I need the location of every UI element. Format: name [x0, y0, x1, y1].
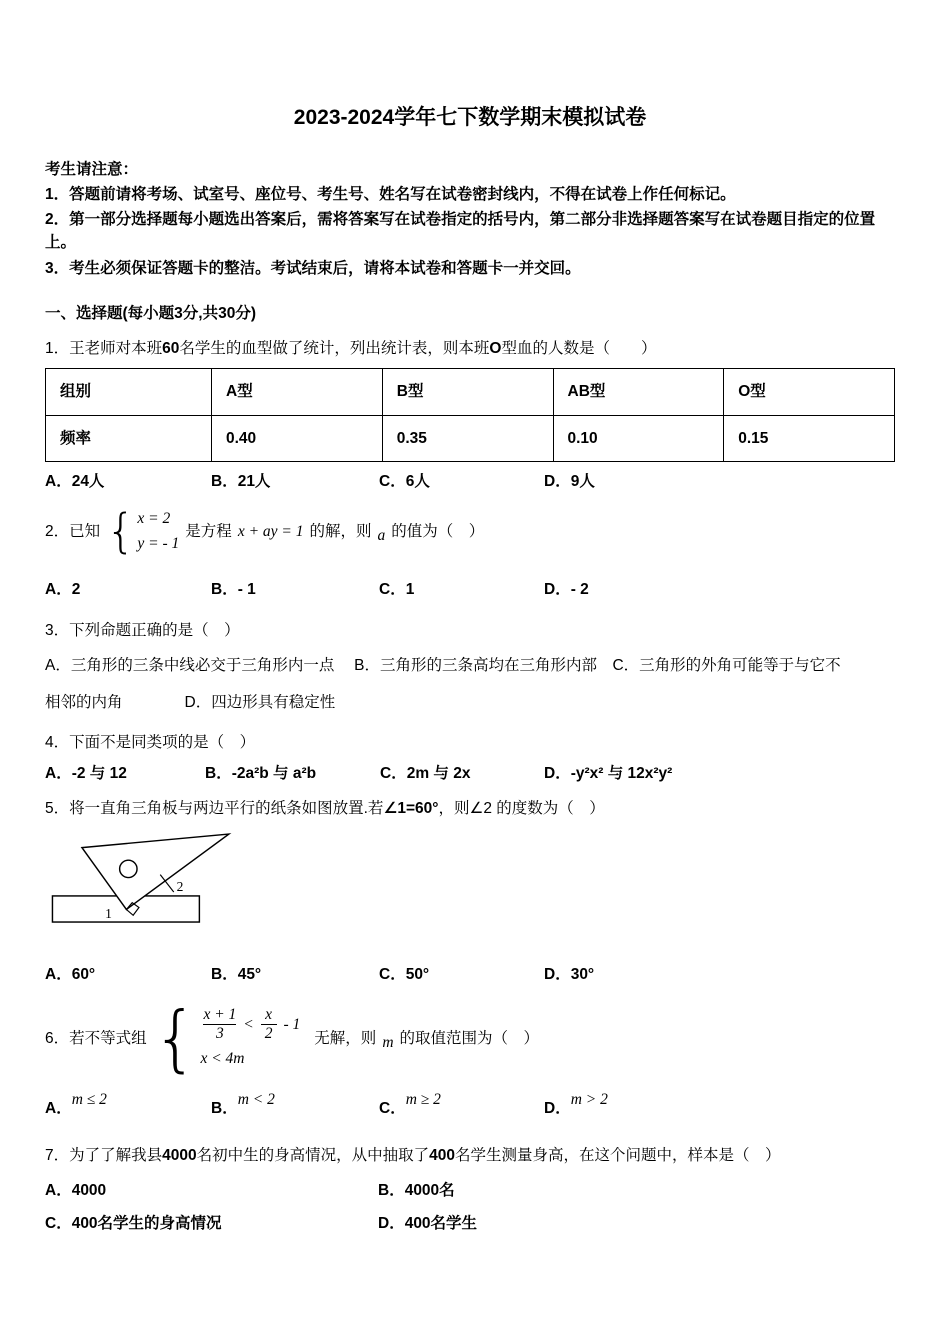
q4-option-a: A．-2 与 12: [45, 764, 127, 782]
table-header-type-b: B型: [382, 369, 553, 415]
q4-option-d: D．-y²x² 与 12x²y²: [544, 764, 673, 782]
question-1-options: [45, 470, 895, 493]
question-5-options: [45, 963, 895, 986]
q2-option-a: A．2: [45, 580, 81, 598]
angle-1-label: 1: [105, 906, 112, 922]
q1-option-a: A．24人: [45, 472, 105, 490]
page-title: 2023-2024学年七下数学期末模拟试卷: [293, 106, 647, 129]
fraction-1: [203, 1006, 236, 1043]
question-6-text: [45, 995, 895, 1080]
table-value-b: 0.35: [382, 415, 553, 461]
question-4-options: [45, 762, 895, 785]
q7-option-c: C．400名学生的身高情况: [45, 1215, 222, 1233]
question-4-text: 4．下面不是同类项的是（ ）: [45, 733, 256, 751]
fraction-2: [261, 1006, 277, 1043]
q1-option-c: C．6人: [379, 472, 430, 490]
q6-option-d-label: D．: [544, 1099, 571, 1117]
q5-option-d: D．30°: [544, 965, 595, 983]
q6-inequality-system: [200, 1006, 300, 1070]
q2-option-b: B．- 1: [211, 580, 256, 598]
q5-seg1: 5．将一直角三角板与两边平行的纸条如图放置.若: [45, 800, 384, 817]
q7-option-a: A．4000: [45, 1182, 107, 1200]
q2-prefix: 2．已知: [45, 522, 101, 540]
q6-system-row2: x < 4m: [200, 1049, 245, 1067]
q2-suffix: 的值为（ ）: [391, 522, 485, 540]
q2-mid1: 是方程: [185, 522, 232, 540]
section-heading-choice: 一、选择题(每小题3分,共30分): [45, 304, 256, 322]
q1-seg4: O: [489, 340, 502, 357]
q5-seg5: 的度数为（ ）: [492, 800, 605, 817]
fraction-1-denominator: 3: [203, 1024, 236, 1043]
q6-option-a-label: A．: [45, 1099, 72, 1117]
question-5-text: [45, 797, 895, 820]
question-2-text: [45, 503, 895, 558]
q1-seg5: 型血的人数是（ ）: [501, 340, 657, 357]
q1-option-d: D．9人: [544, 472, 595, 490]
q1-option-b: B．21人: [211, 472, 271, 490]
q6-option-d: [544, 1090, 895, 1120]
notice-item-1: 1．答题前请将考场、试室号、座位号、考生号、姓名写在试卷密封线内，不得在试卷上作任何标记。: [45, 185, 736, 203]
q6-variable: m: [382, 1033, 394, 1051]
q6-option-b-expr: m < 2: [237, 1090, 275, 1108]
q7-seg2: 4000: [162, 1146, 197, 1164]
q5-seg4: ∠2: [469, 800, 492, 817]
q2-option-d: D．- 2: [544, 580, 589, 598]
question-7-text: [45, 1144, 895, 1167]
q7-option-b: B．4000名: [378, 1182, 455, 1200]
table-header-type-a: A型: [212, 369, 383, 415]
q6-option-a-expr: m ≤ 2: [71, 1090, 107, 1108]
q3-options-line2: 相邻的内角 D．四边形具有稳定性: [45, 694, 336, 712]
q7-seg5: 名学生测量身高，在这个问题中，样本是（ ）: [455, 1146, 781, 1164]
q2-option-c: C．1: [379, 580, 415, 598]
table-row-label: 频率: [46, 415, 212, 461]
table-header-type-o: O型: [724, 369, 895, 415]
q6-option-c: [379, 1090, 544, 1120]
q2-system-line1: x = 2: [137, 510, 171, 527]
q4-option-b: B．-2a²b 与 a²b: [205, 764, 317, 782]
blood-type-table: [45, 368, 895, 462]
triangle-board: [82, 834, 229, 909]
q6-suffix: 的取值范围为（ ）: [399, 1029, 540, 1047]
q1-seg1: 1．王老师对本班: [45, 340, 163, 357]
q2-variable: a: [377, 526, 386, 544]
q7-seg4: 400: [429, 1146, 455, 1164]
q5-option-a: A．60°: [45, 965, 96, 983]
angle-2-label: 2: [176, 879, 184, 895]
q2-mid2: 的解，则: [309, 522, 372, 540]
fraction-2-denominator: 2: [261, 1024, 277, 1043]
q6-option-a: [45, 1090, 211, 1120]
question-3-text: 3．下列命题正确的是（ ）: [45, 621, 240, 639]
q2-equation: x + ay = 1: [237, 522, 304, 540]
notice-heading: 考生请注意：: [45, 160, 139, 178]
q1-seg3: 名学生的血型做了统计，列出统计表，则本班: [179, 340, 490, 357]
q2-system-line2: y = - 1: [137, 535, 180, 553]
table-header-row: [46, 369, 895, 415]
q3-options-line1: A．三角形的三条中线必交于三角形内一点 B．三角形的三条高均在三角形内部 C．三角形的外角可能等于与它不: [45, 657, 841, 674]
q6-option-b-label: B．: [211, 1099, 238, 1117]
q5-seg2: ∠1=60°: [383, 800, 439, 817]
question-6-options: [45, 1090, 895, 1120]
q1-seg2: 60: [162, 340, 180, 357]
notice-item-3: 3．考生必须保证答题卡的整洁。考试结束后，请将本试卷和答题卡一并交回。: [45, 259, 581, 277]
q2-equation-system: [137, 507, 179, 556]
q5-option-c: C．50°: [379, 965, 430, 983]
less-than-sign: <: [243, 1015, 254, 1033]
table-header-group: 组别: [46, 369, 212, 415]
q5-triangle-figure: [51, 830, 283, 929]
q6-option-d-expr: m > 2: [570, 1090, 608, 1108]
q7-seg1: 7．为了了解我县: [45, 1146, 163, 1164]
table-header-type-ab: AB型: [553, 369, 724, 415]
q6-option-b: [211, 1090, 379, 1120]
fraction-2-numerator: x: [265, 1006, 273, 1024]
table-value-o: 0.15: [724, 415, 895, 461]
notice-item-2: 2．第一部分选择题每小题选出答案后，需将答案写在试卷指定的括号内，第二部分非选择题答案写在试卷题目指定的位置上。: [45, 211, 876, 252]
q6-prefix: 6．若不等式组: [45, 1029, 147, 1047]
q7-seg3: 名初中生的身高情况，从中抽取了: [196, 1146, 430, 1164]
q7-option-d: D．400名学生: [378, 1215, 478, 1233]
q6-mid: 无解，则: [314, 1029, 377, 1047]
fraction-1-numerator: x + 1: [203, 1006, 237, 1024]
table-frequency-row: [46, 415, 895, 461]
q5-seg3: ，则: [438, 800, 470, 817]
question-7-options-row2: [45, 1212, 895, 1235]
left-brace: {: [152, 995, 199, 1080]
minus-one: - 1: [283, 1015, 301, 1033]
table-value-a: 0.40: [212, 415, 383, 461]
q6-system-row1: [200, 1006, 300, 1043]
question-1-text: [45, 337, 895, 360]
q5-option-b: B．45°: [211, 965, 262, 983]
left-brace: {: [106, 503, 136, 558]
table-value-ab: 0.10: [553, 415, 724, 461]
q5-figure-wrap: [51, 830, 895, 936]
question-7-options-row1: [45, 1179, 895, 1202]
q4-option-c: C．2m 与 2x: [380, 764, 471, 782]
question-2-options: [45, 578, 895, 601]
q6-option-c-label: C．: [379, 1099, 406, 1117]
q6-option-c-expr: m ≥ 2: [405, 1090, 441, 1108]
